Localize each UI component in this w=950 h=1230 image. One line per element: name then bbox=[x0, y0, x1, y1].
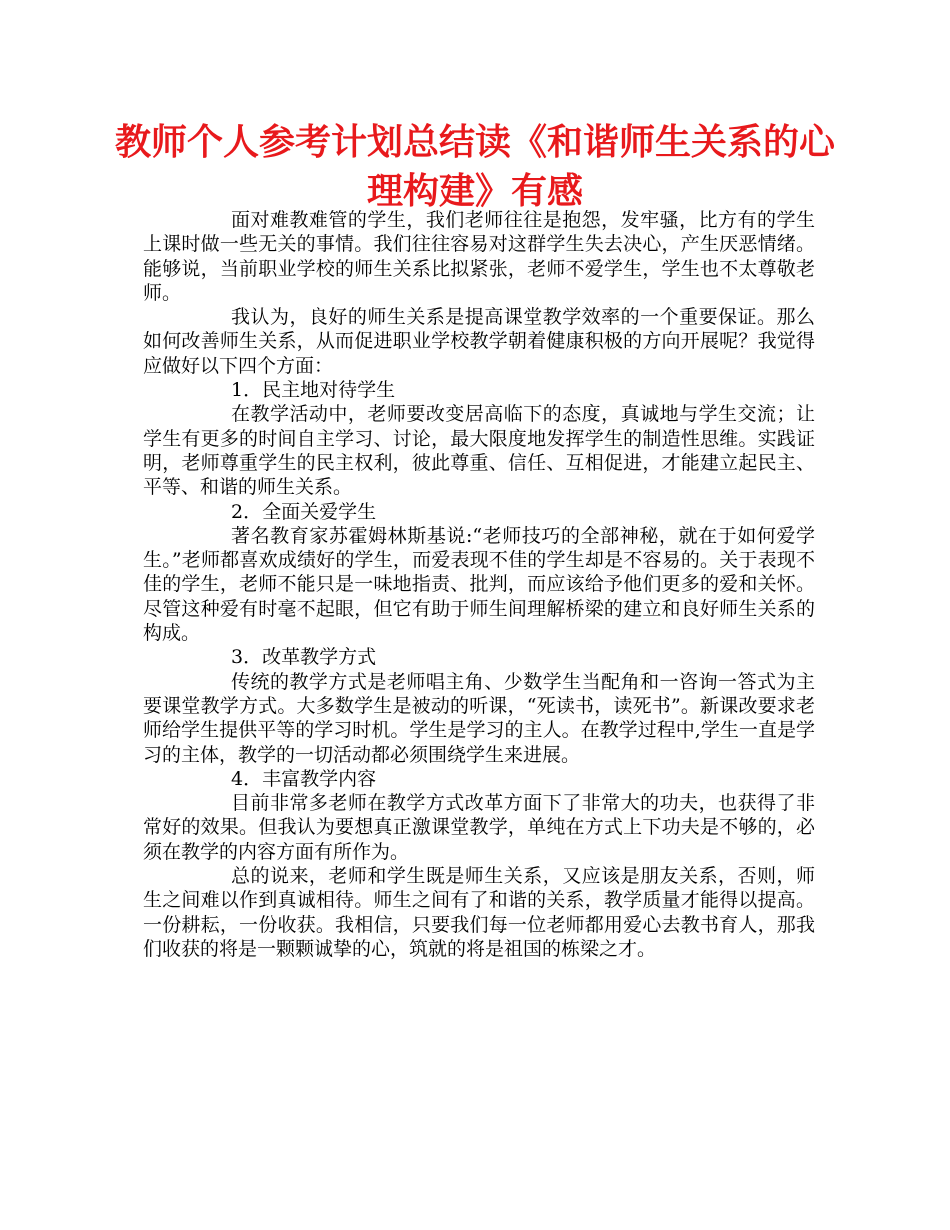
section-heading-2: 2．全面关爱学生 bbox=[231, 500, 377, 523]
paragraph-section-3: 传统的教学方式是老师唱主角、少数学生当配角和一咨询一答式为主要课堂教学方式。大多数学生是被动的听课，“死读书，读死书”。新课改要求老师给学生提供平等的学习时机。学生是学习的主人。在教学过程中,学生一直是学习的主体，教学的一切活动都必须围绕学生来进展。 bbox=[143, 670, 815, 766]
section-heading-4: 4．丰富教学内容 bbox=[231, 767, 377, 790]
paragraph-conclusion: 总的说来，老师和学生既是师生关系，又应该是朋友关系，否则，师生之间难以作到真诚相待。师生之间有了和谐的关系，教学质量才能得以提高。一份耕耘，一份收获。我相信，只要我们每一位老师都用爱心去教书育人，那我们收获的将是一颗颗诚挚的心，筑就的将是祖国的栋梁之才。 bbox=[143, 865, 815, 960]
section-heading-1: 1．民主地对待学生 bbox=[231, 379, 396, 402]
paragraph-section-4: 目前非常多老师在教学方式改革方面下了非常大的功夫，也获得了非常好的效果。但我认为要想真正激课堂教学，单纯在方式上下功夫是不够的，必须在教学的内容方面有所作为。 bbox=[143, 792, 815, 863]
paragraph-section-1: 在教学活动中，老师要改变居高临下的态度，真诚地与学生交流；让学生有更多的时间自主学习、讨论，最大限度地发挥学生的制造性思维。实践证明，老师尊重学生的民主权利，彼此尊重、信任、互相促进，才能建立起民主、平等、和谐的师生关系。 bbox=[143, 403, 815, 499]
paragraph-thesis: 我认为，良好的师生关系是提高课堂教学效率的一个重要保证。那么如何改善师生关系，从而促进职业学校教学朝着健康积极的方向开展呢？我觉得应做好以下四个方面： bbox=[143, 306, 815, 377]
paragraph-intro: 面对难教难管的学生，我们老师往往是抱怨，发牢骚，比方有的学生上课时做一些无关的事情。我们往往容易对这群学生失去决心，产生厌恶情绪。能够说，当前职业学校的师生关系比拟紧张，老师不爱学生，学生也不太尊敬老师。 bbox=[143, 209, 815, 304]
document-body bbox=[143, 208, 815, 961]
document-title: 教师个人参考计划总结读《和谐师生关系的心理构建》有感 bbox=[114, 122, 835, 212]
paragraph-section-2: 著名教育家苏霍姆林斯基说:“老师技巧的全部神秘，就在于如何爱学生。”老师都喜欢成绩好的学生，而爱表现不佳的学生却是不容易的。关于表现不佳的学生，老师不能只是一味地指责、批判，而应该给予他们更多的爱和关怀。尽管这种爱有时毫不起眼，但它有助于师生间理解桥梁的建立和良好师生关系的构成。 bbox=[143, 524, 815, 645]
section-heading-3: 3．改革教学方式 bbox=[231, 646, 377, 669]
